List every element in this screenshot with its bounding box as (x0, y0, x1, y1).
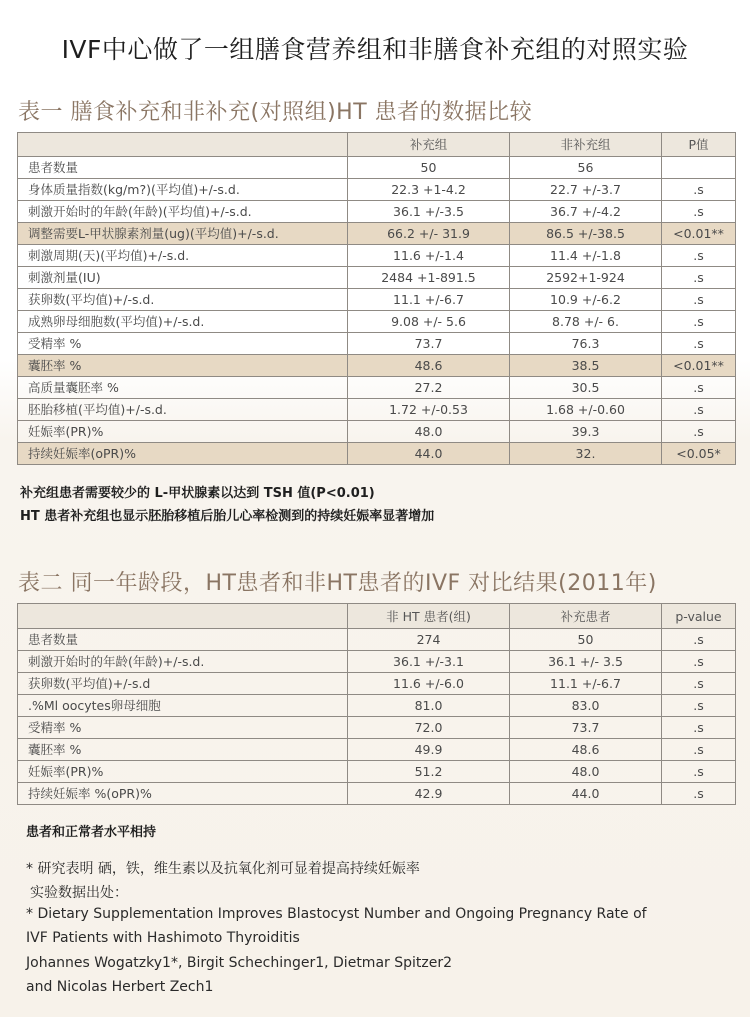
table-row (18, 311, 736, 333)
row-label: 受精率 % (18, 333, 348, 355)
row-value-b: 36.7 +/-4.2 (510, 201, 662, 223)
row-value-a: 66.2 +/- 31.9 (348, 223, 510, 245)
table-row (18, 245, 736, 267)
row-pvalue: <0.05* (662, 443, 736, 465)
row-pvalue: .s (662, 739, 736, 761)
row-pvalue: .s (662, 673, 736, 695)
row-value-b: 50 (510, 629, 662, 651)
table-row (18, 289, 736, 311)
row-value-a: 48.6 (348, 355, 510, 377)
row-label: 调整需要L-甲状腺素剂量(ug)(平均值)+/-s.d. (18, 223, 348, 245)
footnote-citation-title-2: IVF Patients with Hashimoto Thyroiditis (26, 930, 300, 946)
row-value-a: 274 (348, 629, 510, 651)
row-value-a: 51.2 (348, 761, 510, 783)
row-value-b: 2592+1-924 (510, 267, 662, 289)
row-label: 患者数量 (18, 157, 348, 179)
row-label: 持续妊娠率(oPR)% (18, 443, 348, 465)
row-value-a: 36.1 +/-3.5 (348, 201, 510, 223)
table2-header-pvalue: p-value (662, 604, 736, 629)
table2-header-row (18, 604, 736, 629)
row-label: 刺激剂量(IU) (18, 267, 348, 289)
row-pvalue: .s (662, 179, 736, 201)
table1-header-label (18, 133, 348, 157)
row-label: 刺激开始时的年龄(年龄)+/-s.d. (18, 651, 348, 673)
table-row (18, 201, 736, 223)
row-value-b: 48.0 (510, 761, 662, 783)
row-pvalue: .s (662, 421, 736, 443)
row-pvalue: .s (662, 289, 736, 311)
row-value-b: 10.9 +/-6.2 (510, 289, 662, 311)
table-row (18, 739, 736, 761)
table1-header-supplement: 补充组 (348, 133, 510, 157)
row-value-a: 22.3 +1-4.2 (348, 179, 510, 201)
table-row (18, 399, 736, 421)
row-pvalue: .s (662, 629, 736, 651)
row-value-a: 72.0 (348, 717, 510, 739)
table2-header-non-ht: 非 HT 患者(组) (348, 604, 510, 629)
row-value-b: 36.1 +/- 3.5 (510, 651, 662, 673)
row-pvalue: .s (662, 695, 736, 717)
table-row (18, 333, 736, 355)
row-label: 囊胚率 % (18, 739, 348, 761)
table-row (18, 223, 736, 245)
table-row (18, 629, 736, 651)
table-row (18, 157, 736, 179)
row-label: 成熟卵母细胞数(平均值)+/-s.d. (18, 311, 348, 333)
row-value-a: 42.9 (348, 783, 510, 805)
table-row (18, 783, 736, 805)
row-value-a: 11.6 +/-6.0 (348, 673, 510, 695)
row-label: 持续妊娠率 %(oPR)% (18, 783, 348, 805)
finding-note-3: 患者和正常者水平相持 (26, 825, 157, 840)
footnote-source-label: 实验数据出处： (30, 885, 128, 901)
row-pvalue (662, 157, 736, 179)
row-pvalue: <0.01** (662, 223, 736, 245)
row-pvalue: <0.01** (662, 355, 736, 377)
row-label: 受精率 % (18, 717, 348, 739)
row-value-b: 1.68 +/-0.60 (510, 399, 662, 421)
table-row (18, 179, 736, 201)
table1-header-control: 非补充组 (510, 133, 662, 157)
table-row (18, 267, 736, 289)
row-value-a: 81.0 (348, 695, 510, 717)
row-value-b: 38.5 (510, 355, 662, 377)
row-value-b: 30.5 (510, 377, 662, 399)
row-value-a: 36.1 +/-3.1 (348, 651, 510, 673)
table-row (18, 695, 736, 717)
row-pvalue: .s (662, 377, 736, 399)
footnote-authors-2: and Nicolas Herbert Zech1 (26, 979, 214, 995)
row-value-a: 1.72 +/-0.53 (348, 399, 510, 421)
row-value-a: 73.7 (348, 333, 510, 355)
row-value-a: 50 (348, 157, 510, 179)
footnote-research: * 研究表明 硒，铁，维生素以及抗氧化剂可显着提高持续妊娠率 (26, 861, 420, 877)
row-label: 妊娠率(PR)% (18, 421, 348, 443)
row-value-a: 48.0 (348, 421, 510, 443)
table-row (18, 673, 736, 695)
row-pvalue: .s (662, 267, 736, 289)
row-label: 获卵数(平均值)+/-s.d. (18, 289, 348, 311)
row-pvalue: .s (662, 245, 736, 267)
row-label: 患者数量 (18, 629, 348, 651)
row-value-b: 83.0 (510, 695, 662, 717)
row-value-a: 27.2 (348, 377, 510, 399)
row-label: 刺激开始时的年龄(年龄)(平均值)+/-s.d. (18, 201, 348, 223)
table-row (18, 443, 736, 465)
table-row (18, 355, 736, 377)
page-title: IVF中心做了一组膳食营养组和非膳食补充组的对照实验 (61, 35, 689, 64)
table2-title: 表二 同一年龄段，HT患者和非HT患者的IVF 对比结果(2011年) (18, 571, 657, 596)
row-pvalue: .s (662, 333, 736, 355)
row-label: 胚胎移植(平均值)+/-s.d. (18, 399, 348, 421)
table-row (18, 651, 736, 673)
row-label: .%Ml oocytes卵母细胞 (18, 695, 348, 717)
row-value-b: 48.6 (510, 739, 662, 761)
row-value-a: 9.08 +/- 5.6 (348, 311, 510, 333)
table1 (17, 132, 736, 465)
row-value-b: 32. (510, 443, 662, 465)
row-value-b: 11.1 +/-6.7 (510, 673, 662, 695)
row-value-a: 49.9 (348, 739, 510, 761)
footnote-authors-1: Johannes Wogatzky1*, Birgit Schechinger1, Dietmar Spitzer2 (26, 955, 453, 971)
table-row (18, 377, 736, 399)
row-pvalue: .s (662, 783, 736, 805)
table1-header-pvalue: P值 (662, 133, 736, 157)
footnote-citation-title-1: * Dietary Supplementation Improves Blastocyst Number and Ongoing Pregnancy Rate of (26, 906, 647, 922)
row-pvalue: .s (662, 717, 736, 739)
row-label: 身体质量指数(kg/m?)(平均值)+/-s.d. (18, 179, 348, 201)
row-pvalue: .s (662, 651, 736, 673)
row-value-a: 2484 +1-891.5 (348, 267, 510, 289)
finding-note-1: 补充组患者需要较少的 L-甲状腺素以达到 TSH 值(P<0.01) (20, 486, 375, 501)
table-row (18, 717, 736, 739)
row-pvalue: .s (662, 761, 736, 783)
row-pvalue: .s (662, 399, 736, 421)
table1-header-row (18, 133, 736, 157)
table1-title: 表一 膳食补充和非补充(对照组)HT 患者的数据比较 (18, 100, 533, 125)
row-value-b: 56 (510, 157, 662, 179)
row-label: 妊娠率(PR)% (18, 761, 348, 783)
row-value-a: 11.6 +/-1.4 (348, 245, 510, 267)
table-row (18, 761, 736, 783)
row-value-a: 44.0 (348, 443, 510, 465)
row-pvalue: .s (662, 201, 736, 223)
row-value-b: 73.7 (510, 717, 662, 739)
row-value-b: 76.3 (510, 333, 662, 355)
row-label: 获卵数(平均值)+/-s.d (18, 673, 348, 695)
row-value-b: 11.4 +/-1.8 (510, 245, 662, 267)
row-value-b: 22.7 +/-3.7 (510, 179, 662, 201)
row-value-b: 39.3 (510, 421, 662, 443)
row-pvalue: .s (662, 311, 736, 333)
table-row (18, 421, 736, 443)
row-value-b: 8.78 +/- 6. (510, 311, 662, 333)
table2-header-label (18, 604, 348, 629)
row-label: 刺激周期(天)(平均值)+/-s.d. (18, 245, 348, 267)
row-value-b: 86.5 +/-38.5 (510, 223, 662, 245)
row-value-a: 11.1 +/-6.7 (348, 289, 510, 311)
row-label: 高质量囊胚率 % (18, 377, 348, 399)
row-label: 囊胚率 % (18, 355, 348, 377)
table2 (17, 603, 736, 805)
table2-header-supplement: 补充患者 (510, 604, 662, 629)
finding-note-2: HT 患者补充组也显示胚胎移植后胎儿心率检测到的持续妊娠率显著增加 (20, 509, 435, 524)
row-value-b: 44.0 (510, 783, 662, 805)
